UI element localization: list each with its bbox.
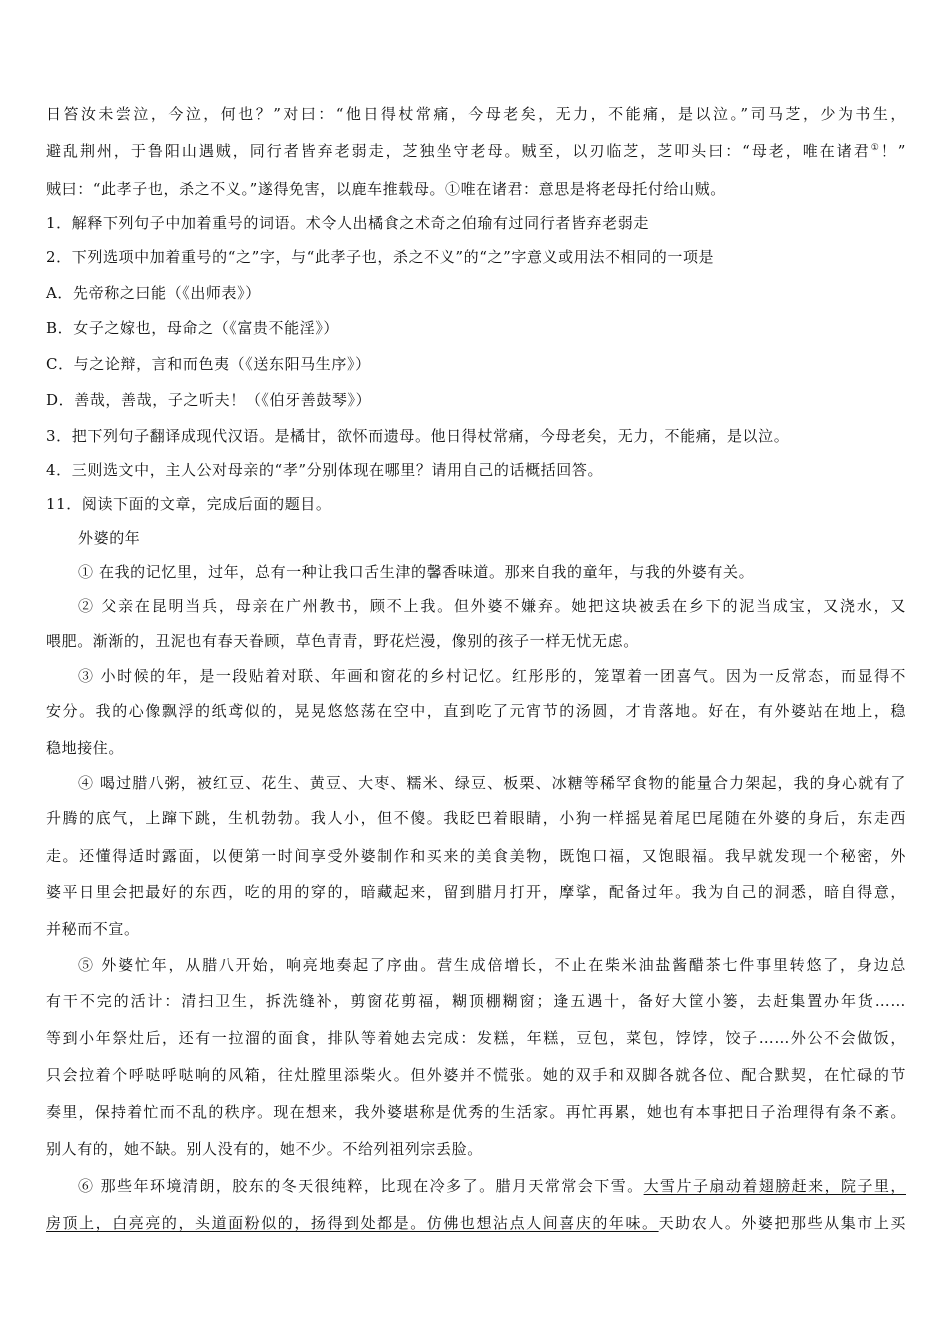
paragraph-4-line-2: 升腾的底气，上蹿下跳，生机勃勃。我人小，但不傻。我眨巴着眼睛，小狗一样摇晃着尾巴尾随在外婆的身后，东走西 <box>46 809 906 827</box>
option-d: D．善哉，善哉，子之听夫！（《伯牙善鼓琴》） <box>46 391 372 409</box>
article-title: 外婆的年 <box>78 529 141 547</box>
paragraph-5-line-4: 只会拉着个呼哒呼哒响的风箱，往灶膛里添柴火。但外婆并不慌张。她的双手和双脚各就各位、配合默契，在忙碌的节 <box>46 1066 906 1084</box>
paragraph-5-line-6: 别人有的，她不缺。别人没有的，她不少。不给列祖列宗丢脸。 <box>46 1140 483 1158</box>
question-1: 1．解释下列句子中加着重号的词语。术令人出橘食之术奇之伯瑜有过同行者皆弃老弱走 <box>46 214 649 232</box>
underlined-sentence: 大雪片子扇动着翅膀赶来，院子里， <box>643 1177 906 1195</box>
paragraph-4-line-3: 走。还懂得适时露面，以便第一时间享受外婆制作和买来的美食美物，既饱口福，又饱眼福。我早就发现一个秘密，外 <box>46 847 906 865</box>
paragraph-5-line-2: 有干不完的活计：清扫卫生，拆洗缝补，剪窗花剪福，糊顶棚糊窗；逢五遇十，备好大筐小篓，去赶集置办年货…… <box>46 992 906 1010</box>
option-c: C．与之论辩，言和而色夷（《送东阳马生序》） <box>46 355 371 373</box>
paragraph-6-line-1: ⑥ 那些年环境清朗，胶东的冬天很纯粹，比现在冷多了。腊月天常常会下雪。大雪片子扇动着翅膀赶来，院子里， <box>78 1177 906 1195</box>
paragraph-3-line-1: ③ 小时候的年，是一段贴着对联、年画和窗花的乡村记忆。红彤彤的，笼罩着一团喜气。因为一反常态，而显得不 <box>78 667 906 685</box>
paragraph-4-line-1: ④ 喝过腊八粥，被红豆、花生、黄豆、大枣、糯米、绿豆、板栗、冰糖等稀罕食物的能量合力架起，我的身心就有了 <box>78 774 906 792</box>
paragraph-2-line-2: 喂肥。渐渐的，丑泥也有春天眷顾，草色青青，野花烂漫，像别的孩子一样无忧无虑。 <box>46 632 639 650</box>
paragraph-2-line-1: ② 父亲在昆明当兵，母亲在广州教书，顾不上我。但外婆不嫌弃。她把这块被丢在乡下的泥当成宝，又浇水，又 <box>78 597 906 615</box>
question-11: 11．阅读下面的文章，完成后面的题目。 <box>46 495 332 513</box>
question-4: 4．三则选文中，主人公对母亲的“孝”分别体现在哪里？请用自己的话概括回答。 <box>46 461 604 479</box>
question-2: 2．下列选项中加着重号的“之”字，与“此孝子也，杀之不义”的“之”字意义或用法不相同的一项是 <box>46 248 715 266</box>
paragraph-5-line-5: 奏里，保持着忙而不乱的秩序。现在想来，我外婆堪称是优秀的生活家。再忙再累，她也有本事把日子治理得有条不紊。 <box>46 1103 906 1121</box>
paragraph-5-line-1: ⑤ 外婆忙年，从腊八开始，响亮地奏起了序曲。营生成倍增长，不止在柴米油盐酱醋茶七件事里转悠了，身边总 <box>78 956 906 974</box>
underlined-sentence-cont: 房顶上，白亮亮的，头道面粉似的，扬得到处都是。仿佛也想沾点人间喜庆的年味。 <box>46 1214 659 1232</box>
paragraph-3-line-2: 安分。我的心像飘浮的纸鸢似的，晃晃悠悠荡在空中，直到吃了元宵节的汤圆，才肯落地。好在，有外婆站在地上，稳 <box>46 702 906 720</box>
option-b: B．女子之嫁也，母命之（《富贵不能淫》） <box>46 319 340 337</box>
paragraph-1-line-1: ① 在我的记忆里，过年，总有一种让我口舌生津的馨香味道。那来自我的童年，与我的外婆有关。 <box>78 563 755 581</box>
paragraph-3-line-3: 稳地接住。 <box>46 739 125 757</box>
question-3: 3．把下列句子翻译成现代汉语。是橘甘，欲怀而遗母。他日得杖常痛，今母老矣，无力，不能痛，是以泣。 <box>46 427 790 445</box>
paragraph-6-line-2: 房顶上，白亮亮的，头道面粉似的，扬得到处都是。仿佛也想沾点人间喜庆的年味。天助农人。外婆把那些从集市上买 <box>46 1214 906 1232</box>
intro-line-1: 日笞汝未尝泣，今泣，何也？”对曰：“他日得杖常痛，今母老矣，无力，不能痛，是以泣。”司马芝，少为书生， <box>46 105 906 123</box>
option-a: A．先帝称之曰能（《出师表》） <box>46 284 261 302</box>
intro-line-3: 贼曰：“此孝子也，杀之不义。”遂得免害，以鹿车推载母。①唯在诸君：意思是将老母托付给山贼。 <box>46 180 726 198</box>
footnote-mark: ① <box>870 143 881 153</box>
paragraph-4-line-5: 并秘而不宣。 <box>46 920 140 938</box>
paragraph-4-line-4: 婆平日里会把最好的东西，吃的用的穿的，暗藏起来，留到腊月打开，摩挲，配备过年。我为自己的洞悉，暗自得意， <box>46 883 906 901</box>
paragraph-5-line-3: 等到小年祭灶后，还有一拉溜的面食，排队等着她去完成：发糕，年糕，豆包，菜包，饽饽，饺子……外公不会做饭， <box>46 1029 906 1047</box>
intro-line-2: 避乱荆州，于鲁阳山遇贼，同行者皆弃老弱走，芝独坐守老母。贼至，以刃临芝，芝叩头曰：“母老，唯在诸君①！” <box>46 142 907 160</box>
